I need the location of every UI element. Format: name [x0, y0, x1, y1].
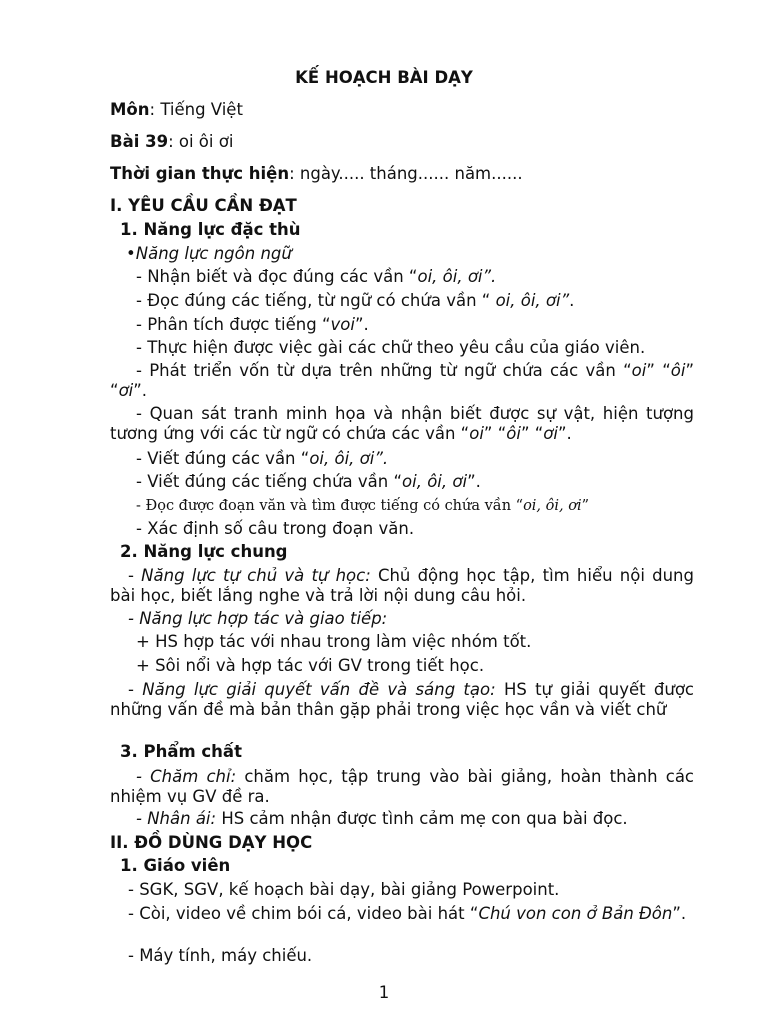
objective-9 [136, 496, 694, 516]
quality-2-label: - Nhân ái: [136, 809, 217, 828]
objective-2-text: - Đọc đúng các tiếng, từ ngữ có chứa vần “ [136, 291, 496, 310]
bullet-title: Năng lực ngôn ngữ [135, 244, 292, 263]
objective-3-text: - Phân tích được tiếng “ [136, 315, 331, 334]
objective-5-v2: ôi [670, 361, 686, 380]
quality-2-text: HS cảm nhận được tình cảm mẹ con qua bài đọc. [216, 809, 628, 828]
teacher-item-2-song: Chú von con ở Bản Đôn [478, 904, 673, 923]
objective-5-q1: ” [646, 361, 655, 380]
subsection-1-3-heading: 3. Phẩm chất [120, 742, 242, 761]
objective-5-text: - Phát triển vốn từ dựa trên những từ ngữ chứa các vần “ [136, 361, 632, 380]
teacher-item-2 [110, 904, 694, 924]
objective-9-vowels: oi, ôi, ơi [523, 498, 582, 514]
section-1-heading: I. YÊU CẦU CẦN ĐẠT [110, 196, 297, 215]
time-line [110, 164, 694, 184]
lesson-value: : oi ôi ơi [168, 132, 234, 151]
teacher-item-3: - Máy tính, máy chiếu. [128, 946, 313, 965]
objective-6-q1: ” “ [483, 424, 507, 443]
subsection-2-1-heading: 1. Giáo viên [120, 856, 231, 875]
subsection-1-2-heading: 2. Năng lực chung [120, 542, 288, 561]
objective-6-v1: oi [469, 424, 484, 443]
objective-5-q2: “ [662, 361, 671, 380]
objective-1-text: - Nhận biết và đọc đúng các vần “ [136, 267, 418, 286]
teacher-item-2-text: - Còi, video về chim bói cá, video bài hát “ [128, 904, 479, 923]
objective-6-q2: ” “ [520, 424, 544, 443]
subsection-1-1-heading: 1. Năng lực đặc thù [120, 220, 301, 239]
objective-2-end: . [569, 291, 575, 310]
objective-1 [136, 267, 694, 287]
competency-2b: + Sôi nổi và hợp tác với GV trong tiết học. [136, 656, 485, 675]
teacher-item-2-end: ”. [672, 904, 687, 923]
objective-1-vowels: oi, ôi, ơi”. [417, 267, 497, 286]
objective-6-v3: ơi [543, 424, 558, 443]
quality-1-text: chăm học, tập trung vào bài giảng, hoàn thành các nhiệm vụ GV đề ra. [110, 767, 695, 806]
objective-5 [110, 361, 694, 401]
objective-6-end: ”. [557, 424, 572, 443]
bullet-line [126, 244, 694, 264]
competency-1 [110, 566, 694, 606]
objective-5-end: ”. [133, 381, 148, 400]
section-2-heading: II. ĐỒ DÙNG DẠY HỌC [110, 833, 313, 852]
subject-label: Môn [110, 100, 150, 119]
competency-3-text: HS tự giải quyết được những vấn đề mà bản thân gặp phải trong việc học vần và viết chữ [110, 680, 694, 719]
page-title: KẾ HOẠCH BÀI DẠY [295, 68, 473, 87]
objective-7-vowels: oi, ôi, ơi”. [309, 449, 389, 468]
competency-1-dash: - [128, 566, 142, 585]
objective-7 [136, 449, 694, 469]
bullet-icon: • [126, 244, 136, 263]
lesson-line [110, 132, 694, 152]
objective-5-v3: ơi [118, 381, 134, 400]
subject-value: : Tiếng Việt [149, 100, 243, 119]
competency-2: - Năng lực hợp tác và giao tiếp: [128, 609, 388, 628]
objective-10: - Xác định số câu trong đoạn văn. [136, 519, 415, 538]
quality-2 [136, 809, 694, 829]
objective-2 [136, 291, 694, 311]
objective-7-text: - Viết đúng các vần “ [136, 449, 310, 468]
competency-1-text: Chủ động học tập, tìm hiểu nội dung bài học, biết lắng nghe và trả lời nội dung câu hỏi. [110, 566, 694, 605]
quality-1-label: - Chăm chỉ: [136, 767, 237, 786]
objective-8 [136, 472, 694, 492]
teacher-item-1: - SGK, SGV, kế hoạch bài dạy, bài giảng Powerpoint. [128, 880, 560, 899]
objective-3-end: ”. [354, 315, 369, 334]
objective-2-vowels: oi, ôi, ơi” [495, 291, 570, 310]
objective-9-text: - Đọc được đoạn văn và tìm được tiếng có chứa vần “ [136, 498, 524, 514]
time-label: Thời gian thực hiện [110, 164, 290, 183]
objective-8-end: ”. [467, 472, 481, 491]
objective-5-q3: ” “ [110, 361, 694, 400]
objective-3 [136, 315, 694, 335]
objective-3-word: voi [330, 315, 355, 334]
objective-9-end: ” [581, 498, 590, 514]
competency-1-label: Năng lực tự chủ và tự học: [141, 566, 371, 585]
objective-8-vowels: oi, ôi, ơi [402, 472, 468, 491]
objective-6-text: - Quan sát tranh minh họa và nhận biết được sự vật, hiện tượng tương ứng với các từ ngữ có chứa các vần “ [110, 404, 694, 443]
competency-3 [110, 680, 694, 720]
page-number: 1 [378, 983, 390, 1002]
objective-6 [110, 404, 694, 444]
objective-5-v1: oi [631, 361, 647, 380]
objective-4: - Thực hiện được việc gài các chữ theo yêu cầu của giáo viên. [136, 338, 646, 357]
time-value: : ngày..... tháng...... năm...... [289, 164, 523, 183]
quality-1 [110, 767, 694, 807]
objective-8-text: - Viết đúng các tiếng chứa vần “ [136, 472, 403, 491]
competency-3-dash: - [128, 680, 143, 699]
subject-line [110, 100, 694, 120]
lesson-label: Bài 39 [110, 132, 169, 151]
objective-6-v2: ôi [506, 424, 521, 443]
competency-2a: + HS hợp tác với nhau trong làm việc nhóm tốt. [136, 632, 532, 651]
competency-3-label: Năng lực giải quyết vấn đề và sáng tạo: [142, 680, 496, 699]
